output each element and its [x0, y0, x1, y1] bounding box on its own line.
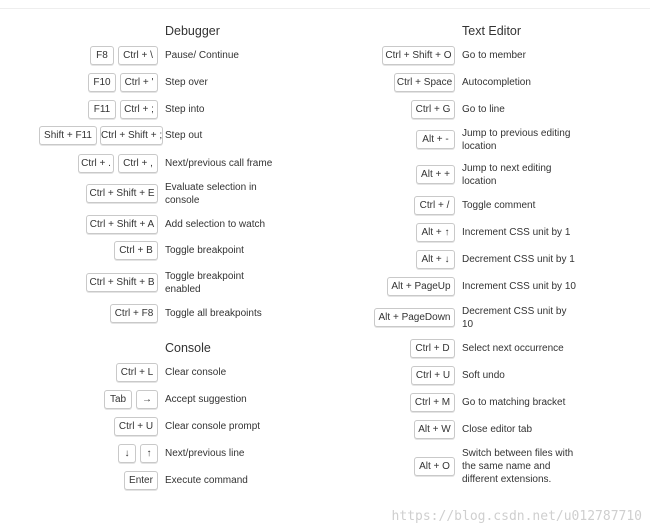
editor-row-10-desc: Decrement CSS unit by 10: [462, 306, 567, 330]
editor-row-3-desc: Go to line: [462, 104, 505, 115]
editor-row-8-keys: [416, 250, 455, 269]
key-cap: →: [136, 390, 158, 409]
editor-row-12-desc: Soft undo: [462, 370, 505, 381]
watermark: https://blog.csdn.net/u012787710: [391, 509, 642, 524]
editor-row-13-desc: Go to matching bracket: [462, 397, 566, 408]
editor-row-12-keys: [411, 366, 455, 385]
debugger-row-4-keys: [39, 126, 163, 145]
key-cap: Alt + PageUp: [387, 277, 455, 296]
debugger-row-9-desc: Toggle breakpoint enabled: [165, 271, 244, 295]
debugger-row-8-keys: [114, 241, 158, 260]
debugger-title: Debugger: [165, 24, 220, 38]
console-row-1-keys: [116, 363, 158, 382]
key-cap: Ctrl + L: [116, 363, 158, 382]
debugger-row-10-keys: [110, 304, 158, 323]
editor-row-15-keys: [414, 457, 455, 476]
key-cap: Alt + O: [414, 457, 455, 476]
key-cap: ↓: [118, 444, 136, 463]
console-row-4-desc: Next/previous line: [165, 448, 245, 459]
key-cap: Ctrl + D: [410, 339, 455, 358]
debugger-row-3-desc: Step into: [165, 104, 205, 115]
editor-row-3-keys: [411, 100, 455, 119]
key-cap: Ctrl + Shift + E: [86, 184, 158, 203]
key-cap: Ctrl + ;: [120, 100, 158, 119]
key-cap: Ctrl + Shift + O: [382, 46, 455, 65]
key-cap: F10: [88, 73, 116, 92]
console-title: Console: [165, 341, 211, 355]
console-row-5-desc: Execute command: [165, 475, 248, 486]
key-cap: Alt + ↓: [416, 250, 455, 269]
console-row-3-desc: Clear console prompt: [165, 421, 261, 432]
editor-row-2-desc: Autocompletion: [462, 77, 531, 88]
editor-row-6-desc: Toggle comment: [462, 200, 536, 211]
editor-row-2-keys: [394, 73, 455, 92]
key-cap: Tab: [104, 390, 132, 409]
editor-row-10-keys: [374, 308, 455, 327]
key-cap: Ctrl + B: [114, 241, 158, 260]
key-cap: Alt + ↑: [416, 223, 455, 242]
editor-row-9-keys: [387, 277, 455, 296]
key-cap: ↑: [140, 444, 158, 463]
editor-row-9-desc: Increment CSS unit by 10: [462, 281, 576, 292]
console-row-2-desc: Accept suggestion: [165, 394, 247, 405]
editor-row-13-keys: [410, 393, 455, 412]
key-cap: Ctrl + ,: [118, 154, 158, 173]
key-cap: Alt + -: [416, 130, 455, 149]
debugger-row-9-keys: [86, 273, 158, 292]
key-cap: Alt + +: [416, 165, 455, 184]
editor-row-5-keys: [416, 165, 455, 184]
key-cap: Ctrl + Shift + A: [86, 215, 158, 234]
editor-row-15-desc: Switch between files with the same name and different extensions.: [462, 448, 574, 485]
text-editor-title: Text Editor: [462, 24, 522, 38]
editor-row-4-desc: Jump to previous editing location: [462, 128, 571, 152]
editor-row-11-desc: Select next occurrence: [462, 343, 564, 354]
editor-row-7-keys: [416, 223, 455, 242]
key-cap: Ctrl + M: [410, 393, 455, 412]
console-row-3-keys: [114, 417, 158, 436]
editor-row-11-keys: [410, 339, 455, 358]
key-cap: Ctrl + Shift + ;: [100, 126, 163, 145]
debugger-row-1-desc: Pause/ Continue: [165, 50, 239, 61]
key-cap: Ctrl + ': [120, 73, 158, 92]
debugger-row-6-desc: Evaluate selection in console: [165, 182, 257, 206]
key-cap: Ctrl + /: [414, 196, 455, 215]
editor-row-14-keys: [414, 420, 455, 439]
key-cap: Ctrl + Space: [394, 73, 455, 92]
console-row-5-keys: [124, 471, 158, 490]
debugger-row-4-desc: Step out: [165, 130, 203, 141]
editor-row-8-desc: Decrement CSS unit by 1: [462, 254, 575, 265]
key-cap: Ctrl + G: [411, 100, 455, 119]
debugger-row-8-desc: Toggle breakpoint: [165, 245, 244, 256]
key-cap: Ctrl + U: [114, 417, 158, 436]
key-cap: Ctrl + F8: [110, 304, 158, 323]
key-cap: Shift + F11: [39, 126, 97, 145]
editor-row-6-keys: [414, 196, 455, 215]
debugger-row-1-keys: [90, 46, 158, 65]
key-cap: Ctrl + U: [411, 366, 455, 385]
key-cap: Ctrl + Shift + B: [86, 273, 158, 292]
console-row-1-desc: Clear console: [165, 367, 227, 378]
debugger-row-6-keys: [86, 184, 158, 203]
key-cap: F8: [90, 46, 114, 65]
editor-row-7-desc: Increment CSS unit by 1: [462, 227, 571, 238]
debugger-row-2-desc: Step over: [165, 77, 208, 88]
debugger-row-5-keys: [78, 154, 158, 173]
key-cap: Alt + W: [414, 420, 455, 439]
top-divider: [0, 8, 650, 9]
editor-row-14-desc: Close editor tab: [462, 424, 533, 435]
editor-row-4-keys: [416, 130, 455, 149]
key-cap: Ctrl + \: [118, 46, 158, 65]
debugger-row-7-keys: [86, 215, 158, 234]
debugger-row-7-desc: Add selection to watch: [165, 219, 266, 230]
key-cap: F11: [88, 100, 116, 119]
key-cap: Alt + PageDown: [374, 308, 455, 327]
key-cap: Ctrl + .: [78, 154, 114, 173]
debugger-row-3-keys: [88, 100, 158, 119]
debugger-row-5-desc: Next/previous call frame: [165, 158, 273, 169]
console-row-4-keys: [118, 444, 158, 463]
console-row-2-keys: [104, 390, 158, 409]
key-cap: Enter: [124, 471, 158, 490]
editor-row-1-desc: Go to member: [462, 50, 526, 61]
editor-row-5-desc: Jump to next editing location: [462, 163, 552, 187]
editor-row-1-keys: [382, 46, 455, 65]
debugger-row-10-desc: Toggle all breakpoints: [165, 308, 262, 319]
debugger-row-2-keys: [88, 73, 158, 92]
